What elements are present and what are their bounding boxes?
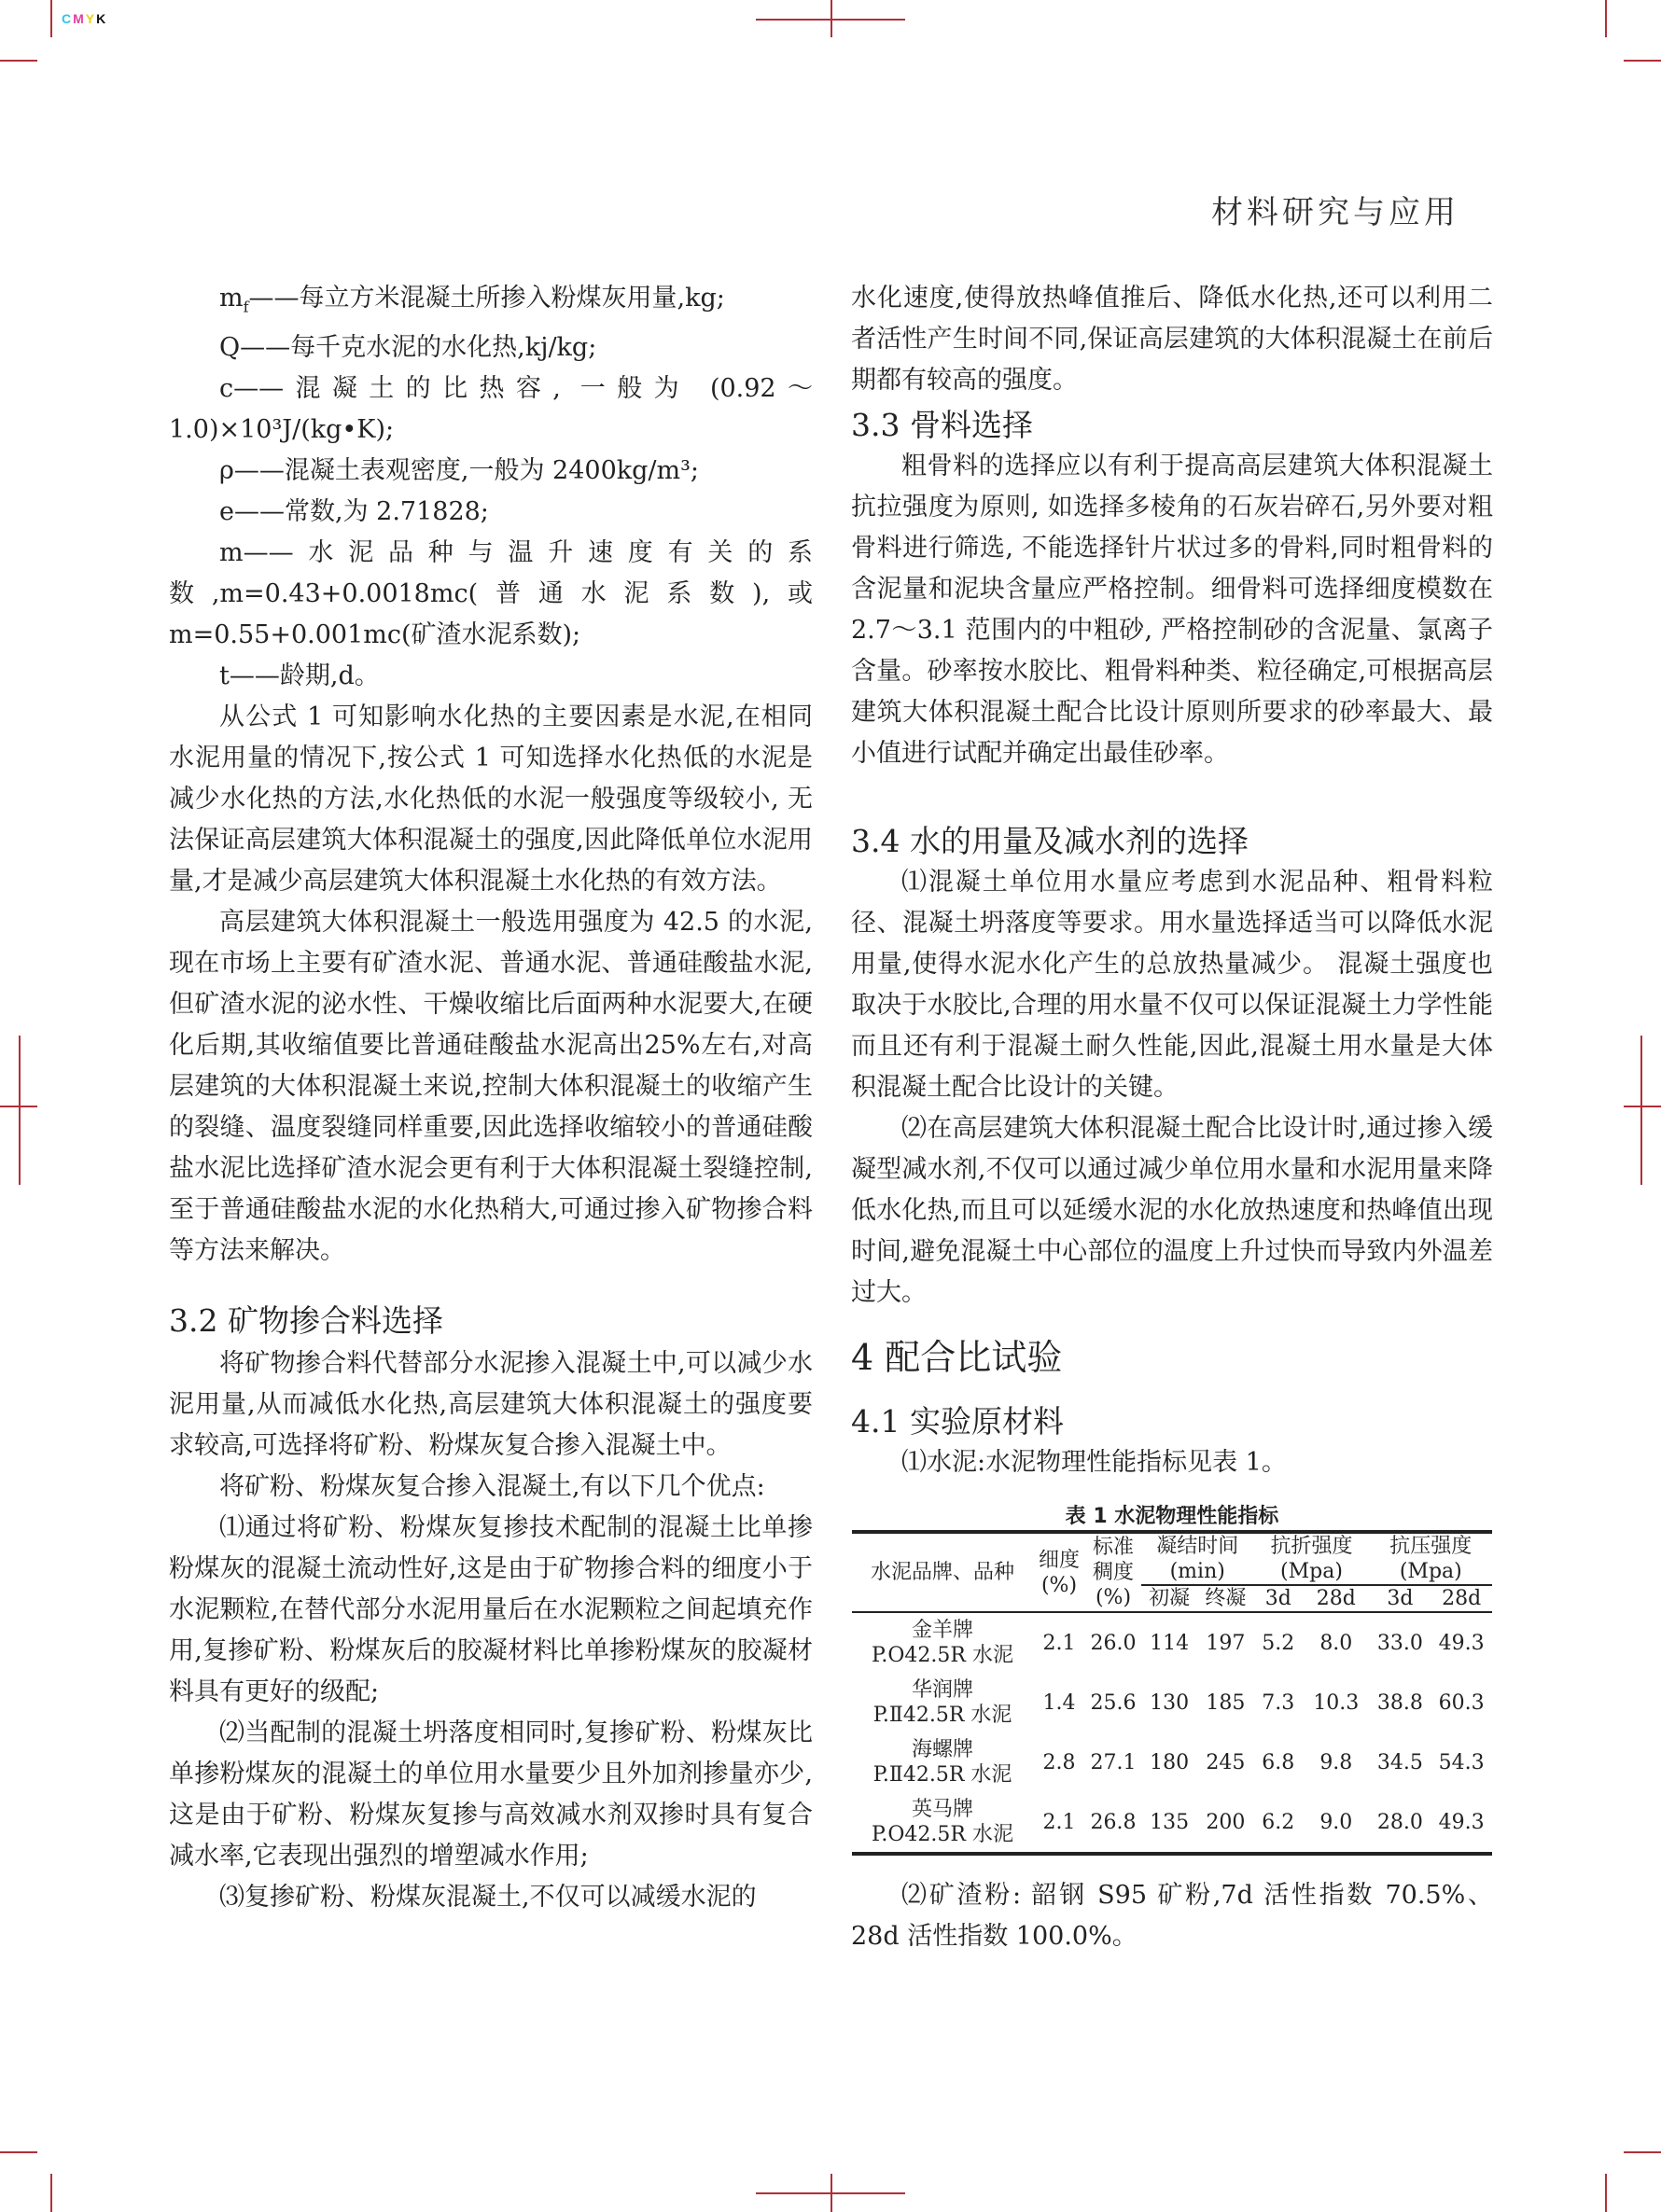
header-initial-set: 初凝 [1149,1587,1191,1610]
cement-type: P.O42.5R 水泥 [872,1823,1013,1846]
symbol: t [219,661,230,691]
table-caption: 表 1 水泥物理性能指标 [1065,1505,1279,1528]
table-cell: 49.3 [1438,1631,1485,1655]
crop-mark [50,2174,52,2212]
symbol: m [219,284,244,313]
table-cell: 25.6 [1090,1690,1137,1715]
table-cell: 2.8 [1042,1750,1076,1774]
cell-brand [852,1792,1033,1854]
table-cell: 8.0 [1319,1631,1353,1655]
brand-name: 华润牌 [911,1678,973,1702]
table-cell: 2.1 [1042,1810,1076,1834]
right-column-block-4 [851,1442,1493,1483]
crop-mark [756,19,905,21]
table-cell: 245 [1206,1750,1246,1774]
crop-mark [1624,60,1661,62]
table-cell: 9.8 [1319,1750,1353,1774]
brand-name: 英马牌 [911,1798,973,1821]
definition-text: ——混凝土的比热容, 一般为 (0.92～1.0)×10³J/(kg•K); [169,374,813,445]
header-flexural-28d: 28d [1316,1587,1356,1610]
subscript: f [243,298,249,316]
crop-mark [1640,1036,1642,1185]
table-cell: 1.4 [1042,1690,1076,1715]
table-row [852,1732,1492,1792]
crop-mark [1605,0,1607,37]
table-cell: 34.5 [1376,1750,1423,1774]
cement-properties-table [852,1530,1492,1856]
header-compressive-3d: 3d [1387,1587,1414,1610]
crop-mark [19,1036,21,1185]
section-heading-4: 4 配合比试验 [851,1337,1063,1378]
body-paragraph: ⑶复掺矿粉、粉煤灰混凝土,不仅可以减缓水泥的 [219,1883,757,1912]
cell-brand [852,1612,1033,1673]
body-paragraph: ⑵矿渣粉: 韶钢 S95 矿粉,7d 活性指数 70.5%、28d 活性指数 100.0%。 [851,1881,1493,1951]
body-paragraph: 将矿粉、粉煤灰复合掺入混凝土,有以下几个优点: [219,1472,765,1501]
definition-text: ——混凝土表观密度,一般为 2400kg/m³; [233,456,700,486]
header-compressive-28d: 28d [1442,1587,1482,1610]
table-cell: 2.1 [1042,1631,1076,1655]
table-cell: 26.0 [1090,1631,1137,1655]
table-row [852,1673,1492,1732]
right-column-block-3 [851,862,1493,1314]
definition-e [169,492,813,533]
header-setting-time: 凝结时间(min) [1156,1535,1239,1583]
symbol: c [219,374,234,404]
table-cell: 9.0 [1319,1810,1353,1834]
left-column-block-2 [169,1343,813,1918]
header-flexural-strength: 抗折强度(Mpa) [1270,1535,1353,1583]
header-fineness: 细度(%) [1038,1548,1080,1597]
table-cell: 130 [1150,1690,1190,1715]
definition-text: ——龄期,d。 [229,661,380,691]
definition-text: ——水泥品种与温升速度有关的系数,m=0.43+0.0018mc(普通水泥系数),或 m=0.55+0.001mc(矿渣水泥系数); [169,538,813,650]
crop-mark [0,1106,37,1107]
table-row [852,1792,1492,1854]
section-heading-3-3: 3.3 骨料选择 [851,407,1033,443]
section-heading-4-1: 4.1 实验原材料 [851,1403,1064,1440]
definition-rho [169,451,813,492]
table-cell: 60.3 [1438,1690,1485,1715]
crop-mark [0,2151,37,2153]
table-cell: 114 [1150,1631,1190,1655]
table-cell: 200 [1206,1810,1246,1834]
body-paragraph: ⑴通过将矿粉、粉煤灰复掺技术配制的混凝土比单掺粉煤灰的混凝土流动性好,这是由于矿物掺合料的细度小于水泥颗粒,在替代部分水泥用量后在水泥颗粒之间起填充作用,复掺矿粉、粉煤灰后的胶凝材料比单掺粉煤灰的胶凝材料具有更好的级配; [169,1513,813,1706]
table-cell: 38.8 [1376,1690,1423,1715]
definition-mf [169,278,813,327]
table-cell: 28.0 [1376,1810,1423,1834]
right-column-block-5 [851,1875,1493,1957]
definition-text: ——每立方米混凝土所掺入粉煤灰用量,kg; [248,284,725,313]
symbol: ρ [219,456,234,486]
definition-text: ——常数,为 2.71828; [233,497,489,527]
cmyk-print-mark: CMYK [62,11,108,26]
symbol: Q [219,333,241,363]
body-paragraph: 将矿物掺合料代替部分水泥掺入混凝土中,可以减少水泥用量,从而减低水化热,高层建筑大体积混凝土的强度要求较高,可选择将矿粉、粉煤灰复合掺入混凝土中。 [169,1349,813,1460]
brand-name: 海螺牌 [911,1738,973,1761]
header-brand: 水泥品牌、品种 [870,1561,1014,1584]
header-flexural-3d: 3d [1264,1587,1291,1610]
crop-mark [1605,2174,1607,2212]
cell-brand [852,1732,1033,1792]
table-cell: 7.3 [1262,1690,1295,1715]
body-paragraph: ⑴水泥:水泥物理性能指标见表 1。 [901,1448,1287,1477]
header-compressive-strength: 抗压强度(Mpa) [1389,1535,1473,1583]
table-cell: 27.1 [1090,1750,1137,1774]
definition-c [169,369,813,451]
cement-type: P.Ⅱ42.5R 水泥 [872,1704,1012,1727]
running-header: 材料研究与应用 [1211,194,1459,231]
right-column-block-1 [851,278,1493,401]
table-row [852,1612,1492,1673]
brand-name: 金羊牌 [911,1619,973,1642]
section-heading-3-2: 3.2 矿物掺合料选择 [169,1302,443,1339]
table-cell: 49.3 [1438,1810,1485,1834]
crop-mark [50,0,52,37]
table-cell: 135 [1150,1810,1190,1834]
table-cell: 197 [1206,1631,1246,1655]
table-cell: 10.3 [1313,1690,1360,1715]
body-paragraph: ⑵当配制的混凝土坍落度相同时,复掺矿粉、粉煤灰比单掺粉煤灰的混凝土的单位用水量要少且外加剂掺量亦少,这是由于矿粉、粉煤灰复掺与高效减水剂双掺时具有复合减水率,它表现出强烈的增塑减水作用; [169,1718,813,1871]
table-cell: 33.0 [1376,1631,1423,1655]
table-cell: 185 [1206,1690,1246,1715]
body-paragraph: 粗骨料的选择应以有利于提高高层建筑大体积混凝土抗拉强度为原则, 如选择多棱角的石灰岩碎石,另外要对粗骨料进行筛选, 不能选择针片状过多的骨料,同时粗骨料的含泥量和泥块含量应严格控制。细骨料可选择细度模数在 2.7～3.1 范围内的中粗砂, 严格控制砂的含泥量、氯离子含量。砂率按水胶比、粗骨料种类、粒径确定,可根据高层建筑大体积混凝土配合比设计原则所要求的砂率最大、最小值进行试配并确定出最佳砂率。 [851,452,1493,768]
table-cell: 6.2 [1262,1810,1295,1834]
body-paragraph: 从公式 1 可知影响水化热的主要因素是水泥,在相同水泥用量的情况下,按公式 1 可知选择水化热低的水泥是减少水化热的方法,水化热低的水泥一般强度等级较小, 无法保证高层建筑大体积混凝土的强度,因此降低单位水泥用量,才是减少高层建筑大体积混凝土水化热的有效方法。 [169,703,813,897]
cement-type: P.Ⅱ42.5R 水泥 [872,1763,1012,1787]
table-cell: 5.2 [1262,1631,1295,1655]
left-column-block-1 [169,278,813,1272]
table-cell: 180 [1150,1750,1190,1774]
table-cell: 6.8 [1262,1750,1295,1774]
body-paragraph: 高层建筑大体积混凝土一般选用强度为 42.5 的水泥,现在市场上主要有矿渣水泥、普通水泥、普通硅酸盐水泥,但矿渣水泥的泌水性、干燥收缩比后面两种水泥要大,在硬化后期,其收缩值要比普通硅酸盐水泥高出25%左右,对高层建筑的大体积混凝土来说,控制大体积混凝土的收缩产生的裂缝、温度裂缝同样重要,因此选择收缩较小的普通硅酸盐水泥比选择矿渣水泥会更有利于大体积混凝土裂缝控制,至于普通硅酸盐水泥的水化热稍大,可通过掺入矿物掺合料等方法来解决。 [169,908,813,1266]
crop-mark [1624,1106,1661,1107]
definition-m [169,533,813,656]
symbol: e [219,497,234,527]
definition-t [169,656,813,697]
section-heading-3-4: 3.4 水的用量及减水剂的选择 [851,823,1249,859]
definition-text: ——每千克水泥的水化热,kj/kg; [240,333,597,363]
crop-mark [1624,2151,1661,2153]
cement-type: P.O42.5R 水泥 [872,1644,1013,1667]
symbol: m [219,538,244,568]
table-cell: 26.8 [1090,1810,1137,1834]
definition-q [169,327,813,369]
body-paragraph: 水化速度,使得放热峰值推后、降低水化热,还可以利用二者活性产生时间不同,保证高层建筑的大体积混凝土在前后期都有较高的强度。 [851,284,1493,395]
body-paragraph: ⑴混凝土单位用水量应考虑到水泥品种、粗骨料粒径、混凝土坍落度等要求。用水量选择适当可以降低水泥用量,使得水泥水化产生的总放热量减少。 混凝土强度也取决于水胶比,合理的用水量不仅可以保证混凝土力学性能而且还有利于混凝土耐久性能,因此,混凝土用水量是大体积混凝土配合比设计的关键。 [851,868,1493,1102]
crop-mark [0,60,37,62]
header-consistency: 标准稠度(%) [1092,1536,1134,1609]
right-column-block-2 [851,446,1493,774]
header-final-set: 终凝 [1205,1587,1247,1610]
crop-mark [756,2192,905,2194]
body-paragraph: ⑵在高层建筑大体积混凝土配合比设计时,通过掺入缓凝型减水剂,不仅可以通过减少单位用水量和水泥用量来降低水化热,而且可以延缓水泥的水化放热速度和热峰值出现时间,避免混凝土中心部位的温度上升过快而导致内外温差过大。 [851,1114,1493,1307]
cell-brand [852,1673,1033,1732]
table-cell: 54.3 [1438,1750,1485,1774]
